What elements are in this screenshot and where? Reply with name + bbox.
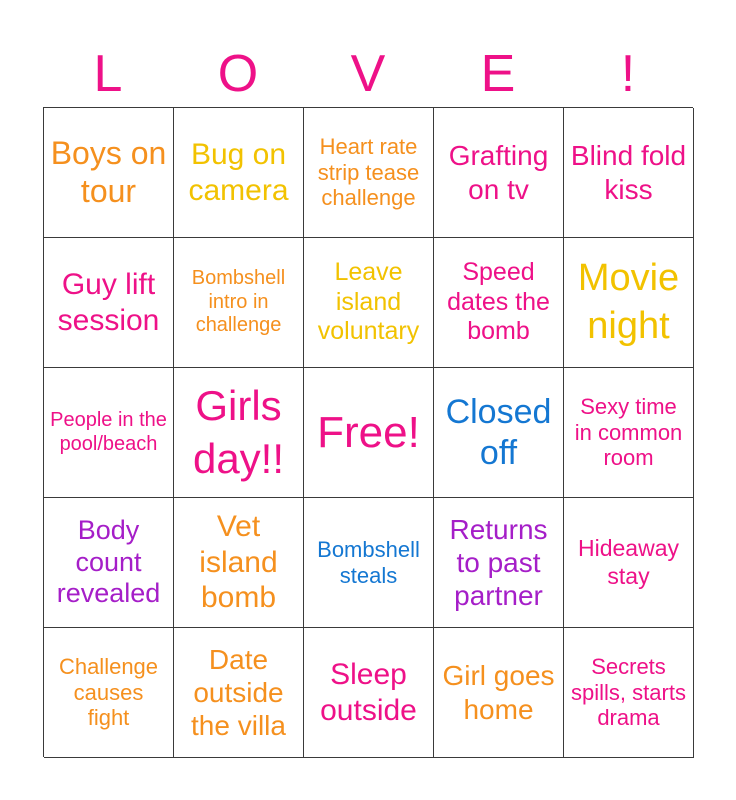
bingo-cell-speed-dates-the-bomb[interactable]: Speed dates the bomb — [434, 238, 564, 368]
bingo-cell-secrets-spills[interactable]: Secrets spills, starts drama — [564, 628, 694, 758]
header-letter-l: L — [93, 45, 123, 103]
bingo-cell-girls-day[interactable]: Girls day!! — [174, 368, 304, 498]
bingo-cell-free[interactable]: Free! — [304, 368, 434, 498]
bingo-cell-sexy-time[interactable]: Sexy time in common room — [564, 368, 694, 498]
bingo-cell-guy-lift-session[interactable]: Guy lift session — [44, 238, 174, 368]
bingo-cell-grafting-on-tv[interactable]: Grafting on tv — [434, 108, 564, 238]
bingo-cell-boys-on-tour[interactable]: Boys on tour — [44, 108, 174, 238]
bingo-cell-closed-off[interactable]: Closed off — [434, 368, 564, 498]
bingo-cell-returns-to-past-partner[interactable]: Returns to past partner — [434, 498, 564, 628]
bingo-cell-bombshell-intro[interactable]: Bombshell intro in challenge — [174, 238, 304, 368]
bingo-cell-girl-goes-home[interactable]: Girl goes home — [434, 628, 564, 758]
bingo-cell-heart-rate-strip-tease[interactable]: Heart rate strip tease challenge — [304, 108, 434, 238]
bingo-cell-blind-fold-kiss[interactable]: Blind fold kiss — [564, 108, 694, 238]
header-letter-e: E — [480, 45, 516, 103]
bingo-cell-people-in-pool[interactable]: People in the pool/beach — [44, 368, 174, 498]
bingo-cell-leave-island-voluntary[interactable]: Leave island voluntary — [304, 238, 434, 368]
bingo-cell-bug-on-camera[interactable]: Bug on camera — [174, 108, 304, 238]
bingo-cell-body-count-revealed[interactable]: Body count revealed — [44, 498, 174, 628]
header-letter-exclamation: ! — [620, 45, 636, 103]
bingo-header — [43, 40, 693, 108]
bingo-cell-movie-night[interactable]: Movie night — [564, 238, 694, 368]
bingo-cell-vet-island-bomb[interactable]: Vet island bomb — [174, 498, 304, 628]
header-letter-o: O — [217, 45, 259, 103]
bingo-board — [43, 107, 693, 757]
bingo-cell-bombshell-steals[interactable]: Bombshell steals — [304, 498, 434, 628]
bingo-cell-date-outside-villa[interactable]: Date outside the villa — [174, 628, 304, 758]
bingo-cell-sleep-outside[interactable]: Sleep outside — [304, 628, 434, 758]
bingo-cell-challenge-causes-fight[interactable]: Challenge causes fight — [44, 628, 174, 758]
header-letter-v: V — [350, 45, 386, 103]
bingo-cell-hideaway-stay[interactable]: Hideaway stay — [564, 498, 694, 628]
